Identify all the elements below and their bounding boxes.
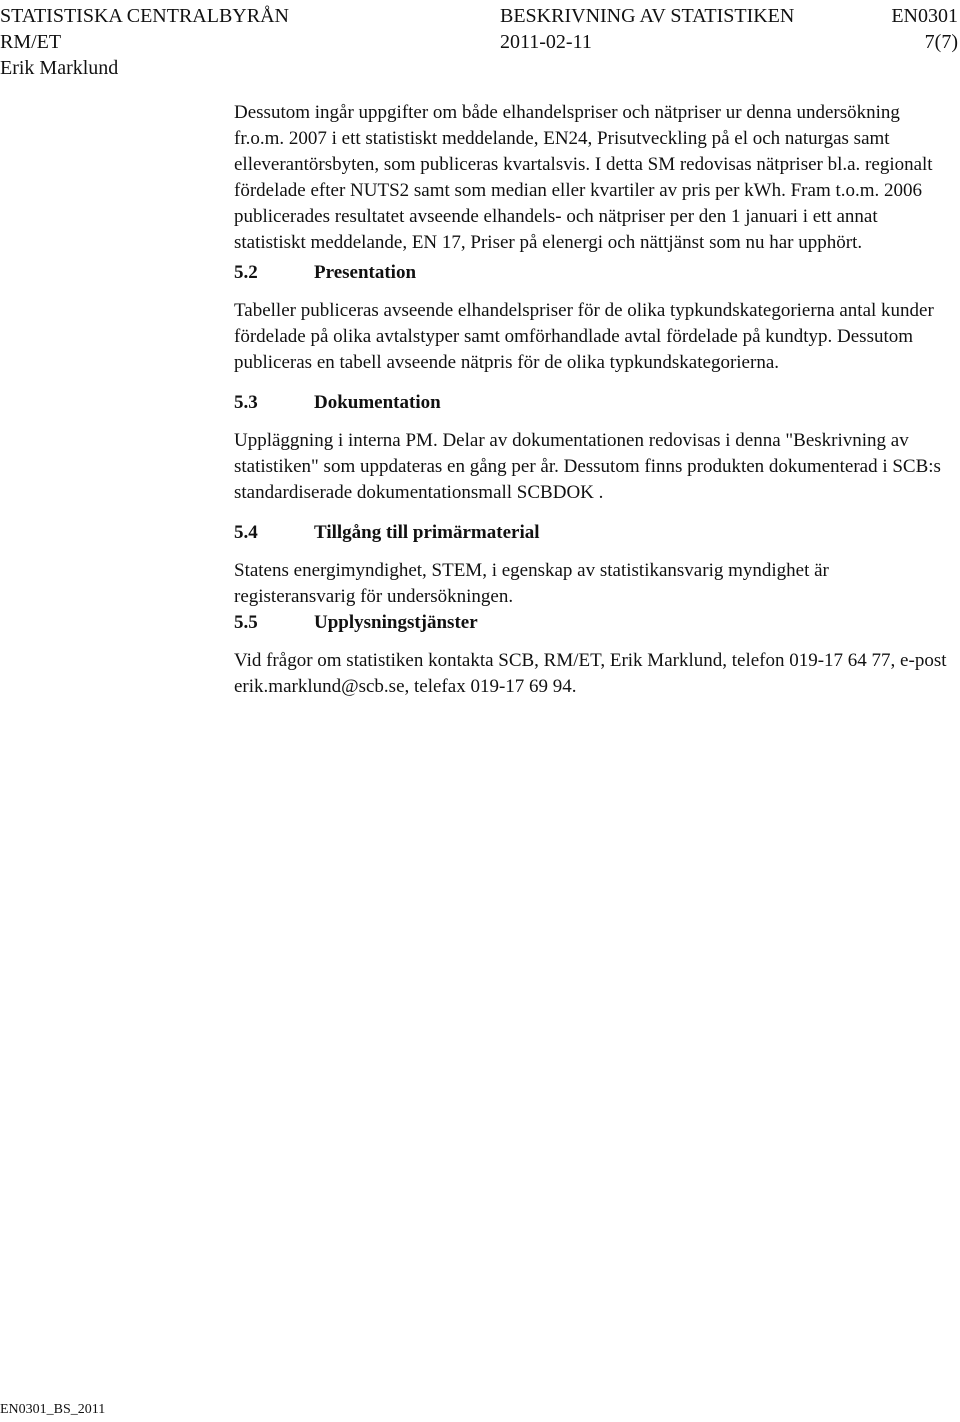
section-heading-presentation [234, 260, 949, 286]
footer-doc-id: EN0301_BS_2011 [0, 1402, 106, 1417]
header-author: Erik Marklund [0, 57, 119, 79]
header-doc-type: BESKRIVNING AV STATISTIKEN [500, 5, 795, 27]
section-title: Upplysningstjänster [314, 612, 478, 633]
section-heading-upplysningstjanster [234, 610, 949, 636]
header-date: 2011-02-11 [500, 31, 592, 53]
section-paragraph-presentation: Tabeller publiceras avseende elhandelspriser för de olika typkundskategorierna antal kunder fördelade på olika avtalstyper samt omförhandlade avtal fördelade på kundtyp. Dessutom publiceras en tabell avseende nätpris för de olika typkundskategorierna. [234, 300, 934, 373]
section-paragraph-dokumentation: Uppläggning i interna PM. Delar av dokumentationen redovisas i denna "Beskrivning av statistiken" som uppdateras en gång per år. Dessutom finns produkten dokumenterad i SCB:s standardiserade dokumentationsmall SCBDOK . [234, 430, 941, 503]
section-paragraph-primarmaterial: Statens energimyndighet, STEM, i egenskap av statistikansvarig myndighet är registeransvarig för undersökningen. [234, 560, 829, 607]
intro-paragraph: Dessutom ingår uppgifter om både elhandelspriser och nätpriser ur denna undersökning fr.o.m. 2007 i ett statistiskt meddelande, EN24, Prisutveckling på el och naturgas samt elleverantörsbyten, som publiceras kvartalsvis. I detta SM redovisas nätpriser bl.a. regionalt fördelade efter NUTS2 samt som median eller kvartiler av pris per kWh. Fram t.o.m. 2006 publicerades resultatet avseende elhandels- och nätpriser per den 1 januari i ett annat statistiskt meddelande, EN 17, Priser på elenergi och nättjänst som nu har upphört. [234, 102, 933, 253]
section-number: 5.2 [234, 262, 258, 283]
section-paragraph-upplysningstjanster: Vid frågor om statistiken kontakta SCB, RM/ET, Erik Marklund, telefon 019-17 64 77, e-post erik.marklund@scb.se, telefax 019-17 69 94. [234, 650, 947, 697]
header-org: STATISTISKA CENTRALBYRÅN [0, 5, 289, 27]
section-title: Dokumentation [314, 392, 441, 413]
section-heading-dokumentation [234, 390, 949, 416]
section-title: Presentation [314, 262, 417, 283]
section-title: Tillgång till primärmaterial [314, 522, 540, 543]
section-heading-primarmaterial [234, 520, 949, 546]
section-number: 5.5 [234, 612, 258, 633]
header-page: 7(7) [924, 31, 958, 53]
section-number: 5.3 [234, 392, 258, 413]
section-number: 5.4 [234, 522, 258, 543]
header-unit: RM/ET [0, 31, 62, 53]
document-body [234, 100, 949, 700]
header-code: EN0301 [891, 5, 958, 27]
